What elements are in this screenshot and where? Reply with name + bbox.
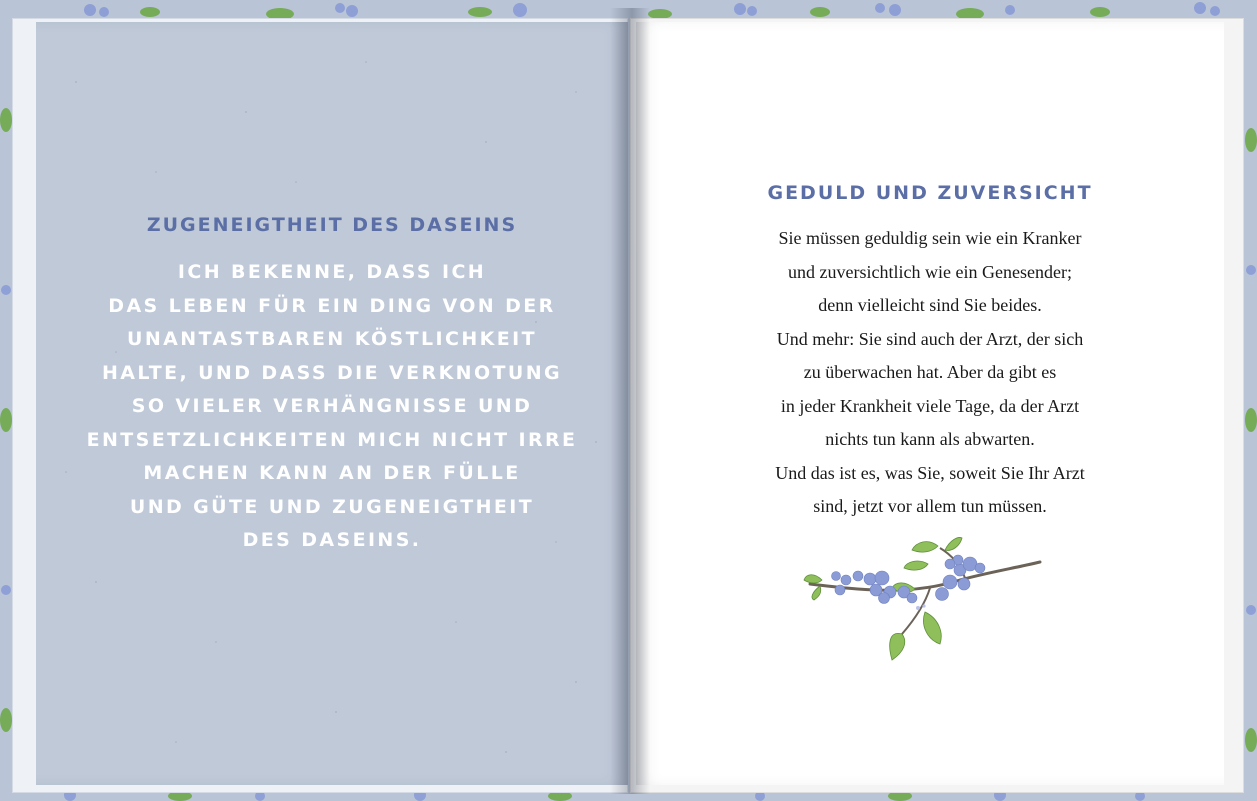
quote-line: DES DASEINS.	[242, 529, 422, 551]
blueberry-sprig-icon	[800, 534, 1050, 664]
text-line: in jeder Krankheit viele Tage, da der Arzt	[780, 395, 1080, 416]
quote-line: DAS LEBEN FÜR EIN DING VON DER	[108, 294, 556, 317]
text-line: Und das ist es, was Sie, soweit Sie Ihr Arzt	[775, 462, 1085, 483]
left-page-quote	[36, 256, 628, 558]
text-line: und zuversichtlich wie ein Genesender;	[788, 261, 1072, 282]
quote-line: ICH BEKENNE, DASS ICH	[177, 261, 487, 283]
text-line: nichts tun kann als abwarten.	[825, 429, 1035, 449]
quote-line: SO VIELER VERHÄNGNISSE UND	[131, 395, 533, 417]
right-page-title: GEDULD UND ZUVERSICHT	[767, 182, 1093, 204]
text-line: sind, jetzt vor allem tun müssen.	[813, 496, 1047, 516]
quote-line: HALTE, UND DASS DIE VERKNOTUNG	[101, 361, 563, 384]
quote-line: UND GÜTE UND ZUGENEIGTHEIT	[129, 495, 535, 518]
text-line: Sie müssen geduldig sein wie ein Kranker	[778, 228, 1082, 248]
quote-line: ENTSETZLICHKEITEN MICH NICHT IRRE	[86, 428, 578, 451]
right-page-text	[636, 222, 1224, 524]
quote-line: UNANTASTBAREN KÖSTLICHKEIT	[127, 328, 537, 350]
quote-line: MACHEN KANN AN DER FÜLLE	[143, 462, 521, 484]
text-line: Und mehr: Sie sind auch der Arzt, der sich	[776, 328, 1084, 349]
text-line: denn vielleicht sind Sie beides.	[818, 295, 1042, 315]
text-line: zu überwachen hat. Aber da gibt es	[803, 362, 1057, 382]
left-page-title: ZUGENEIGTHEIT DES DASEINS	[146, 214, 518, 236]
